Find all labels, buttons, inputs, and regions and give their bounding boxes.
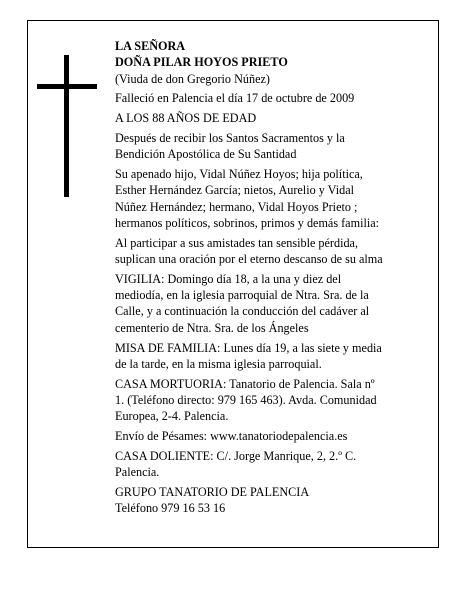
vigil-line: cementerio de Ntra. Sra. de los Ángeles (115, 320, 309, 335)
family-line: Esther Hernández García; nietos, Aurelio y Vidal (115, 183, 354, 198)
family-block (115, 166, 425, 231)
family-line: Su apenado hijo, Vidal Núñez Hoyos; hija política, (115, 167, 363, 182)
cross-vertical-bar (64, 55, 69, 197)
home-block (115, 448, 425, 481)
widow-line: (Viuda de don Gregorio Núñez) (115, 71, 270, 86)
request-line: suplican una oración por el eterno descanso de su alma (115, 252, 383, 267)
mortuary-line: Europea, 2-4. Palencia. (115, 409, 229, 424)
group-name: GRUPO TANATORIO DE PALENCIA (115, 484, 310, 499)
deceased-name: DOÑA PILAR HOYOS PRIETO (115, 55, 288, 70)
mass-block (115, 340, 425, 373)
group-block (115, 484, 425, 517)
request-line: Al participar a sus amistades tan sensible pérdida, (115, 235, 359, 250)
family-line: Núñez Hernández; hermano, Vidal Hoyos Prieto ; (115, 199, 358, 214)
family-line: hermanos políticos, sobrinos, primos y demás familia: (115, 215, 380, 230)
death-date: Falleció en Palencia el día 17 de octubre de 2009 (115, 91, 355, 106)
header-block (115, 38, 425, 87)
condolences-line: Envío de Pésames: www.tanatoriodepalencia.es (115, 429, 348, 444)
obituary-text (115, 38, 425, 517)
mortuary-block (115, 376, 425, 425)
request-block (115, 235, 425, 268)
group-phone: Teléfono 979 16 53 16 (115, 501, 226, 516)
sacraments-line: Después de recibir los Santos Sacramentos y la (115, 130, 345, 145)
sacraments-line: Bendición Apostólica de Su Santidad (115, 147, 297, 162)
home-line: Palencia. (115, 465, 160, 480)
condolences-block (115, 428, 425, 444)
vigil-block (115, 271, 425, 336)
vigil-line: mediodía, en la iglesia parroquial de Ntra. Sra. de la (115, 288, 369, 303)
mass-line: de la tarde, en la misma iglesia parroquial. (115, 356, 322, 371)
vigil-line: VIGILIA: Domingo día 18, a la una y diez del (115, 271, 342, 286)
sacraments-block (115, 130, 425, 163)
mortuary-line: 1. (Teléfono directo: 979 165 463). Avda. Comunidad (115, 392, 377, 407)
vigil-line: Calle, y a continuación la conducción del cadáver al (115, 304, 370, 319)
home-line: CASA DOLIENTE: C/. Jorge Manrique, 2, 2.º C. (115, 448, 357, 463)
death-block (115, 90, 425, 106)
title-line: LA SEÑORA (115, 39, 186, 53)
age-line: A LOS 88 AÑOS DE EDAD (115, 111, 257, 126)
mortuary-line: CASA MORTUORIA: Tanatorio de Palencia. Sala nº (115, 376, 375, 391)
mass-line: MISA DE FAMILIA: Lunes día 19, a las siete y media (115, 340, 382, 355)
age-block (115, 110, 425, 126)
cross-horizontal-bar (37, 84, 97, 89)
